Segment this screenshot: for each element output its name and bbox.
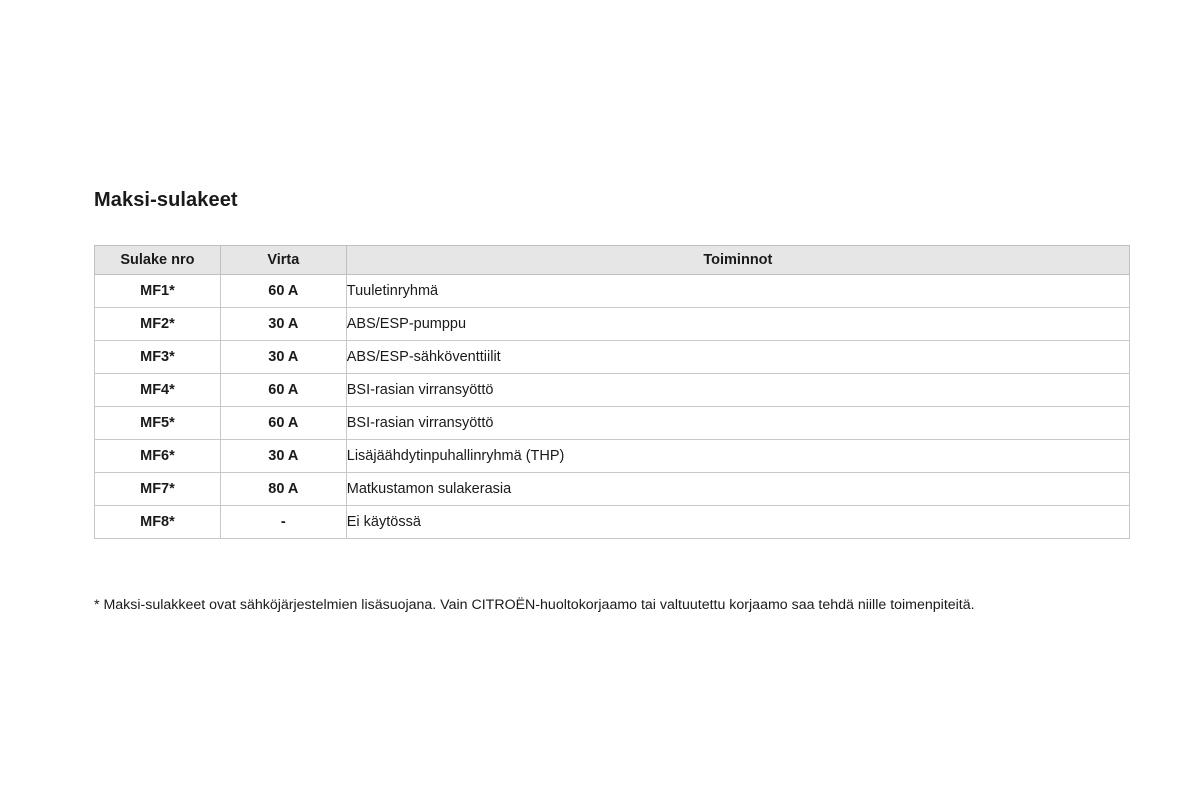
- table-row: [95, 341, 1130, 374]
- function-cell: ABS/ESP-sähköventtiilit: [346, 341, 1129, 374]
- fuse-number-cell: MF1*: [95, 275, 221, 308]
- current-cell: 30 A: [220, 308, 346, 341]
- function-cell: ABS/ESP-pumppu: [346, 308, 1129, 341]
- header-current: Virta: [220, 246, 346, 275]
- current-cell: -: [220, 506, 346, 539]
- current-cell: 30 A: [220, 440, 346, 473]
- table-row: [95, 374, 1130, 407]
- table-row: [95, 440, 1130, 473]
- function-cell: Ei käytössä: [346, 506, 1129, 539]
- function-cell: Lisäjäähdytinpuhallinryhmä (THP): [346, 440, 1129, 473]
- function-cell: BSI-rasian virransyöttö: [346, 374, 1129, 407]
- section-title: Maksi-sulakeet: [94, 189, 238, 211]
- table-row: [95, 506, 1130, 539]
- table-row: [95, 275, 1130, 308]
- function-cell: BSI-rasian virransyöttö: [346, 407, 1129, 440]
- current-cell: 60 A: [220, 374, 346, 407]
- table-row: [95, 407, 1130, 440]
- table-row: [95, 473, 1130, 506]
- fuse-number-cell: MF3*: [95, 341, 221, 374]
- maxi-fuse-table: [94, 245, 1130, 539]
- current-cell: 60 A: [220, 275, 346, 308]
- header-fuse-number: Sulake nro: [95, 246, 221, 275]
- fuse-number-cell: MF8*: [95, 506, 221, 539]
- current-cell: 60 A: [220, 407, 346, 440]
- current-cell: 30 A: [220, 341, 346, 374]
- table-header-row: [95, 246, 1130, 275]
- fuse-number-cell: MF4*: [95, 374, 221, 407]
- table-row: [95, 308, 1130, 341]
- fuse-number-cell: MF2*: [95, 308, 221, 341]
- fuse-number-cell: MF7*: [95, 473, 221, 506]
- fuse-number-cell: MF6*: [95, 440, 221, 473]
- function-cell: Matkustamon sulakerasia: [346, 473, 1129, 506]
- function-cell: Tuuletinryhmä: [346, 275, 1129, 308]
- fuse-number-cell: MF5*: [95, 407, 221, 440]
- footnote: * Maksi-sulakkeet ovat sähköjärjestelmien lisäsuojana. Vain CITROËN-huoltokorjaamo tai valtuutettu korjaamo saa tehdä niille toimenpiteitä.: [94, 597, 975, 613]
- header-functions: Toiminnot: [346, 246, 1129, 275]
- current-cell: 80 A: [220, 473, 346, 506]
